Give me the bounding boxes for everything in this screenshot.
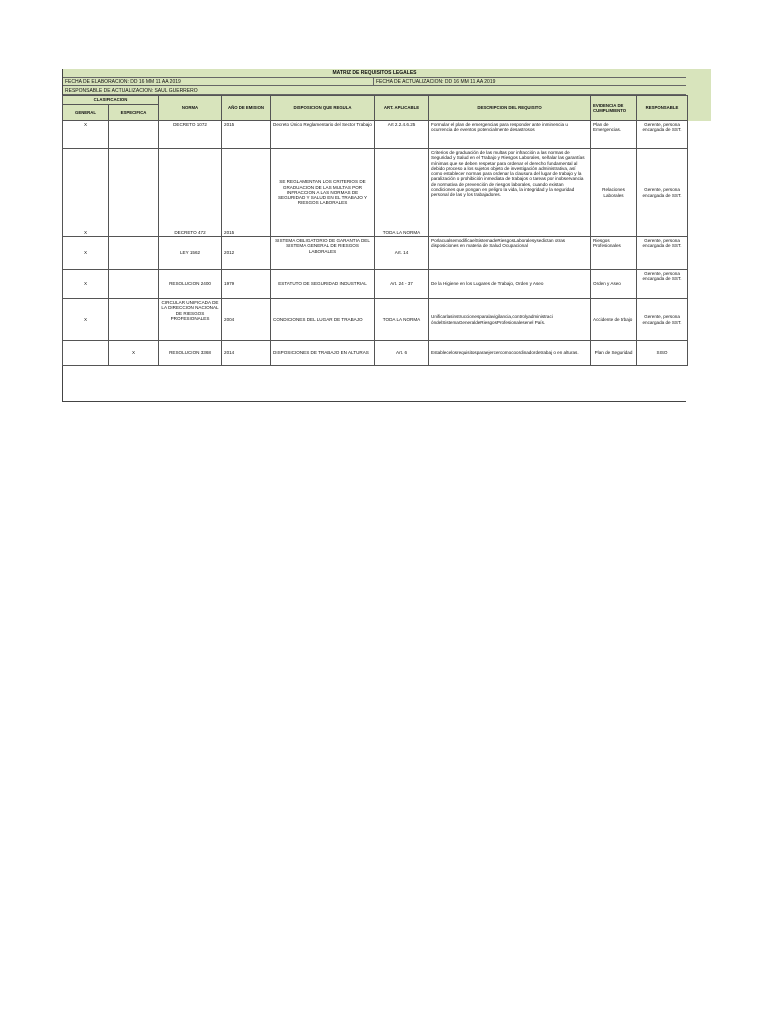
- cell-responsable: Gerente, persona encargada de SST.: [637, 149, 688, 237]
- cell-descripcion: Criterios de graduación de las multas por infracción a las normas de Seguridad y Salud en el Trabajo y Riesgos Laborales, señalar las garantías mínimas que se deben respetar para ordenar el derecho fundamental al debido proceso a los sujetos objeto de investigación administrativa, así como establecer normas para ordenar la clausura del lugar de trabajo y la paralización o prohibición inmediata de trabajos o tareas por inobservancia de normativa de prevención de riesgos laborales, cuando existan condiciones que pongan en peligro la vida, la integridad y la seguridad personal de las y los trabajadores.: [429, 149, 591, 237]
- cell-anio: 2012: [222, 237, 271, 270]
- col-disposicion: DISPOSICION QUE REGULA: [271, 96, 375, 121]
- col-evidencia: EVIDENCIA DE CUMPLIMIENTO: [591, 96, 637, 121]
- cell-especifica: [109, 299, 159, 341]
- cell-general: X: [63, 299, 109, 341]
- cell-especifica: [109, 121, 159, 149]
- table-row: [63, 237, 688, 270]
- cell-responsable: Gerente, persona encargada de SST.: [637, 121, 688, 149]
- table-row: [63, 270, 688, 299]
- cell-general: X: [63, 270, 109, 299]
- cell-norma: DECRETO 1072: [159, 121, 222, 149]
- col-descripcion: DESCRIPCION DEL REQUISITO: [429, 96, 591, 121]
- cell-disposicion: Decreto Único Reglamentario del Sector Trabajo: [271, 121, 375, 149]
- cell-articulo: Art. 24 - 37: [375, 270, 429, 299]
- col-responsable: RESPONSABLE: [637, 96, 688, 121]
- table-header-row: [63, 96, 688, 105]
- cell-anio: 2015: [222, 149, 271, 237]
- cell-anio: 2015: [222, 121, 271, 149]
- cell-especifica: [109, 149, 159, 237]
- cell-norma: CIRCULAR UNIFICADA DE LA DIRECCION NACIONAL DE RIESGOS PROFESIONALES: [159, 299, 222, 341]
- cell-evidencia: Orden y Aseo: [591, 270, 637, 299]
- col-especifica: ESPECIFICA: [109, 105, 159, 121]
- cell-disposicion: DISPOSICIONES DE TRABAJO EN ALTURAS: [271, 341, 375, 366]
- fecha-elaboracion: FECHA DE ELABORACION: DD 16 MM 11 AA 2019: [63, 78, 374, 86]
- cell-norma: RESOLUCION 2400: [159, 270, 222, 299]
- cell-general: [63, 341, 109, 366]
- cell-especifica: [109, 270, 159, 299]
- cell-general: X: [63, 237, 109, 270]
- cell-norma: DECRETO 472: [159, 149, 222, 237]
- cell-descripcion: Establecelosrequisitosparaejercercomocoordinadordetrabaj o en alturas.: [429, 341, 591, 366]
- cell-responsable: Gerente, persona encargada de SST.: [637, 237, 688, 270]
- table-row: [63, 149, 688, 237]
- cell-general: X: [63, 149, 109, 237]
- cell-norma: LEY 1562: [159, 237, 222, 270]
- col-clasificacion: CLASIFICACION: [63, 96, 159, 105]
- cell-disposicion: ESTATUTO DE SEGURIDAD INDUSTRIAL: [271, 270, 375, 299]
- cell-articulo: TODA LA NORMA: [375, 149, 429, 237]
- cell-especifica: [109, 237, 159, 270]
- cell-descripcion: Unificarlasinstruccionesparalavigilancia,controlyadministraci óndelSistemaGeneraldeRiesgosProfesionalesenel País.: [429, 299, 591, 341]
- cell-anio: 2004: [222, 299, 271, 341]
- cell-general: X: [63, 121, 109, 149]
- table-row: [63, 299, 688, 341]
- cell-descripcion: De la Higiene en los Lugares de Trabajo, Orden y Aseo: [429, 270, 591, 299]
- col-general: GENERAL: [63, 105, 109, 121]
- cell-articulo: Art. 14: [375, 237, 429, 270]
- requirements-table: [62, 95, 688, 366]
- cell-descripcion: PorlacualsemodificaelSistemadeRiesgosLaboralesysedictan otras disposiciones en materia de Salud Ocupacional: [429, 237, 591, 270]
- cell-evidencia: Plan de Seguridad: [591, 341, 637, 366]
- cell-norma: RESOLUCION 3368: [159, 341, 222, 366]
- matrix-title: MATRIZ DE REQUISITOS LEGALES: [63, 69, 686, 78]
- cell-disposicion: CONDICIONES DEL LUGAR DE TRABAJO: [271, 299, 375, 341]
- cell-articulo: Art. 6: [375, 341, 429, 366]
- fecha-actualizacion: FECHA DE ACTUALIZACION: DD 16 MM 11 AA 2019: [374, 78, 686, 86]
- sheet-border-bottom: [62, 401, 686, 402]
- cell-articulo: TODA LA NORMA: [375, 299, 429, 341]
- cell-anio: 2014: [222, 341, 271, 366]
- cell-descripcion: Formular el plan de emergencias para responder ante inminencia u ocurrencia de eventos potencialmente desastrosos: [429, 121, 591, 149]
- col-anio: AÑO DE EMISION: [222, 96, 271, 121]
- cell-evidencia: Plan de Emergencias.: [591, 121, 637, 149]
- cell-responsable: Gerente, persona encargada de SST.: [637, 299, 688, 341]
- table-row: [63, 121, 688, 149]
- cell-evidencia: Riesgos Profesionales: [591, 237, 637, 270]
- col-norma: NORMA: [159, 96, 222, 121]
- cell-responsable: SISO: [637, 341, 688, 366]
- cell-evidencia: Relaciones Laborales: [591, 149, 637, 237]
- responsable-actualizacion: RESPONSABLE DE ACTUALIZACION: SAUL GUERRERO: [63, 87, 686, 95]
- table-row: [63, 341, 688, 366]
- col-articulo: ART. APLICABLE: [375, 96, 429, 121]
- cell-disposicion: SISTEMA OBLIGATORIO DE GARANTIA DEL SISTEMA GENERAL DE RIESGOS LABORALES: [271, 237, 375, 270]
- cell-articulo: Art 2.2.4.6.25: [375, 121, 429, 149]
- cell-especifica: X: [109, 341, 159, 366]
- cell-disposicion: SE REGLAMENTAN LOS CRITERIOS DE GRADUACION DE LAS MULTAS POR INFRACCION A LAS NORMAS DE SEGURIDAD Y SALUD EN EL TRABAJO Y RIESGOS LABORALES: [271, 149, 375, 237]
- cell-responsable: Gerente, persona encargada de SST.: [637, 270, 688, 299]
- cell-anio: 1979: [222, 270, 271, 299]
- cell-evidencia: Accidente de trbajo: [591, 299, 637, 341]
